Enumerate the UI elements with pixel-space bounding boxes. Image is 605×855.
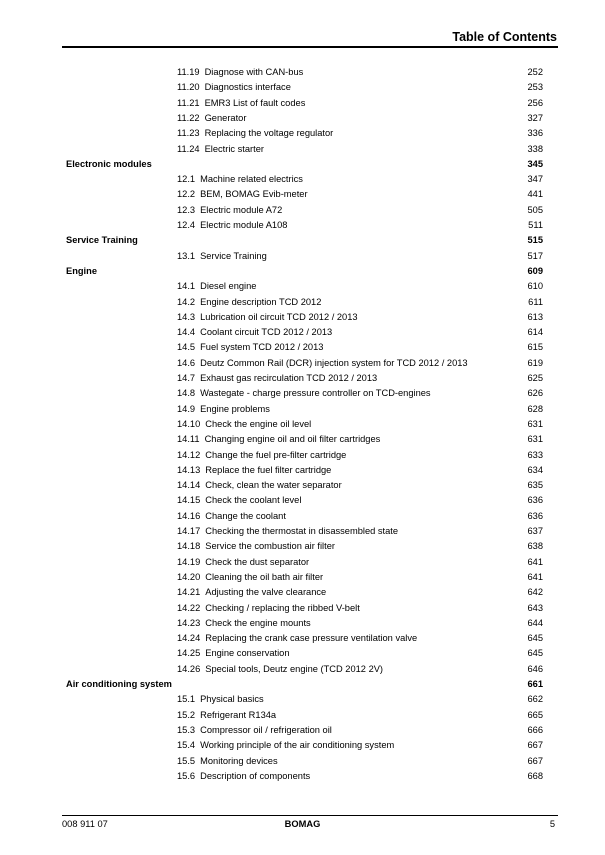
toc-entry-number: 14.22 bbox=[177, 602, 201, 613]
toc-page-number: 613 bbox=[527, 311, 543, 322]
toc-entry-title: Exhaust gas recirculation TCD 2012 / 2013 bbox=[200, 373, 378, 383]
toc-entry-number: 14.19 bbox=[177, 556, 201, 567]
toc-entry-number: 12.1 bbox=[177, 174, 196, 185]
toc-entry[interactable] bbox=[0, 218, 605, 233]
toc-entry-label bbox=[177, 692, 264, 707]
toc-page-number: 666 bbox=[527, 724, 543, 735]
toc-entry-title: Lubrication oil circuit TCD 2012 / 2013 bbox=[200, 311, 358, 322]
toc-entry[interactable] bbox=[0, 386, 605, 401]
toc-entry-label bbox=[177, 708, 276, 723]
toc-entry-title: Cleaning the oil bath air filter bbox=[205, 571, 324, 582]
toc-entry[interactable] bbox=[0, 340, 605, 355]
toc-entry-label bbox=[177, 402, 270, 417]
toc-entry-title: Change the fuel pre-filter cartridge bbox=[205, 449, 347, 460]
toc-entry-label bbox=[177, 570, 323, 585]
toc-entry[interactable] bbox=[0, 371, 605, 386]
toc-entry[interactable] bbox=[0, 65, 605, 80]
toc-entry-label bbox=[177, 463, 331, 478]
page-title: Table of Contents bbox=[452, 30, 557, 44]
toc-page-number: 661 bbox=[527, 679, 543, 689]
toc-entry[interactable] bbox=[0, 646, 605, 661]
toc-entry[interactable] bbox=[0, 463, 605, 478]
toc-entry[interactable] bbox=[0, 187, 605, 202]
toc-entry-number: 14.25 bbox=[177, 648, 201, 659]
toc-entry-title: Engine conservation bbox=[205, 648, 290, 659]
toc-entry-title: Check, clean the water separator bbox=[205, 480, 342, 491]
toc-entry-number: 14.15 bbox=[177, 495, 201, 506]
toc-page-number: 641 bbox=[527, 571, 543, 582]
toc-page-number: 631 bbox=[527, 418, 543, 429]
toc-entry[interactable] bbox=[0, 448, 605, 463]
toc-entry-title: Working principle of the air conditioning system bbox=[200, 740, 395, 751]
toc-page-number: 646 bbox=[527, 663, 543, 674]
toc-entry-number: 14.5 bbox=[177, 342, 196, 353]
toc-entry-number: 14.12 bbox=[177, 449, 201, 460]
toc-page-number: 515 bbox=[527, 235, 543, 246]
toc-entry-number: 14.18 bbox=[177, 541, 201, 552]
toc-entry-number: 14.21 bbox=[177, 587, 201, 598]
toc-entry-title: Service Training bbox=[200, 250, 267, 261]
toc-page-number: 638 bbox=[527, 541, 543, 552]
toc-page-number: 667 bbox=[527, 755, 543, 766]
footer-brand: BOMAG bbox=[284, 819, 321, 829]
toc-entry-title: Fuel system TCD 2012 / 2013 bbox=[200, 342, 324, 353]
toc-entry[interactable] bbox=[0, 111, 605, 126]
header-rule bbox=[62, 46, 558, 48]
toc-entry-title: Service the combustion air filter bbox=[205, 541, 335, 552]
toc-page-number: 642 bbox=[527, 587, 543, 598]
toc-entry-number: 11.24 bbox=[177, 143, 200, 154]
toc-entry-label bbox=[177, 310, 358, 325]
toc-entry-title: Physical basics bbox=[200, 694, 264, 705]
toc-page-number: 665 bbox=[527, 709, 543, 720]
toc-section[interactable] bbox=[0, 157, 605, 172]
toc-entry-label bbox=[177, 585, 326, 600]
toc-entry[interactable] bbox=[0, 96, 605, 111]
toc-entry[interactable] bbox=[0, 310, 605, 325]
toc-page-number: 645 bbox=[527, 633, 543, 644]
toc-entry-number: 14.4 bbox=[177, 327, 196, 338]
toc-page-number: 645 bbox=[527, 648, 543, 659]
toc-entry[interactable] bbox=[0, 126, 605, 141]
toc-entry-label: Service Training bbox=[66, 235, 138, 246]
toc-entry-title: Adjusting the valve clearance bbox=[205, 587, 327, 598]
toc-entry[interactable] bbox=[0, 80, 605, 95]
toc-page-number: 614 bbox=[527, 327, 543, 338]
toc-entry-number: 14.20 bbox=[177, 571, 201, 582]
toc-entry-number: 11.22 bbox=[177, 112, 200, 123]
toc-entry-title: Diagnostics interface bbox=[204, 82, 291, 93]
toc-entry[interactable] bbox=[0, 142, 605, 157]
toc-entry-number: 14.7 bbox=[177, 373, 196, 383]
toc-page-number: 636 bbox=[527, 510, 543, 521]
footer-page-number: 5 bbox=[549, 819, 555, 829]
footer-document-number: 008 911 07 bbox=[62, 819, 108, 829]
toc-entry-number: 11.21 bbox=[177, 97, 200, 108]
toc-page-number: 505 bbox=[527, 204, 543, 215]
toc-entry-number: 12.3 bbox=[177, 204, 196, 215]
toc-entry-number: 12.4 bbox=[177, 220, 196, 230]
toc-page-number: 256 bbox=[527, 97, 543, 108]
toc-page-number: 637 bbox=[527, 526, 543, 536]
toc-entry-label bbox=[177, 96, 305, 111]
toc-entry-label bbox=[177, 738, 394, 753]
toc-entry-title: Engine problems bbox=[200, 403, 270, 414]
toc-entry-title: Deutz Common Rail (DCR) injection system for TCD 2012 / 2013 bbox=[200, 357, 468, 368]
toc-entry-number: 14.2 bbox=[177, 296, 196, 307]
toc-entry-number: 14.9 bbox=[177, 403, 196, 414]
toc-entry-number: 15.6 bbox=[177, 770, 196, 781]
toc-entry-title: Replacing the crank case pressure ventilation valve bbox=[205, 633, 418, 644]
toc-entry-title: Change the coolant bbox=[205, 510, 286, 521]
toc-entry-label: Air conditioning system bbox=[66, 679, 172, 689]
toc-entry-title: BEM, BOMAG Evib-meter bbox=[200, 189, 308, 200]
toc-section[interactable] bbox=[0, 264, 605, 279]
toc-entry[interactable] bbox=[0, 570, 605, 585]
toc-entry-number: 14.8 bbox=[177, 388, 196, 399]
toc-page-number: 636 bbox=[527, 495, 543, 506]
toc-entry[interactable] bbox=[0, 249, 605, 264]
toc-page-number: 511 bbox=[528, 220, 543, 230]
toc-entry-title: Refrigerant R134a bbox=[200, 709, 277, 720]
toc-entry-number: 14.14 bbox=[177, 480, 201, 491]
toc-entry-title: Electric module A108 bbox=[200, 220, 288, 230]
toc-entry-number: 13.1 bbox=[177, 250, 196, 261]
toc-entry-label bbox=[177, 279, 256, 294]
toc-entry-label bbox=[177, 218, 287, 233]
toc-page-number: 662 bbox=[527, 694, 543, 705]
toc-entry[interactable] bbox=[0, 493, 605, 508]
toc-entry-number: 12.2 bbox=[177, 189, 196, 200]
toc-page-number: 641 bbox=[527, 556, 543, 567]
toc-entry[interactable] bbox=[0, 478, 605, 493]
toc-entry-label: Electronic modules bbox=[66, 158, 152, 169]
toc-entry-title: Diesel engine bbox=[200, 281, 257, 292]
toc-entry-label bbox=[177, 325, 332, 340]
toc-entry-label bbox=[177, 126, 333, 141]
toc-entry[interactable] bbox=[0, 769, 605, 784]
toc-entry-title: Check the engine mounts bbox=[205, 617, 311, 628]
toc-page-number: 628 bbox=[527, 403, 543, 414]
toc-entry-label bbox=[177, 417, 311, 432]
toc-page-number: 631 bbox=[527, 434, 543, 445]
toc-entry-label bbox=[177, 631, 417, 646]
toc-page-number: 610 bbox=[527, 281, 543, 292]
toc-entry[interactable] bbox=[0, 555, 605, 570]
toc-entry-number: 14.23 bbox=[177, 617, 201, 628]
toc-page-number: 626 bbox=[527, 388, 543, 399]
toc-entry-number: 15.5 bbox=[177, 755, 196, 766]
toc-entry-label bbox=[177, 295, 321, 310]
toc-entry-label bbox=[177, 172, 303, 187]
toc-page-number: 347 bbox=[527, 174, 543, 185]
toc-entry-number: 14.11 bbox=[177, 434, 200, 445]
toc-entry-title: Checking the thermostat in disassembled state bbox=[205, 526, 399, 536]
toc-entry-label bbox=[177, 386, 431, 401]
toc-entry-title: Engine description TCD 2012 bbox=[200, 296, 322, 307]
toc-entry-label bbox=[177, 478, 342, 493]
toc-page-number: 633 bbox=[527, 449, 543, 460]
toc-entry-number: 11.23 bbox=[177, 128, 200, 139]
toc-entry-title: Changing engine oil and oil filter cartridges bbox=[204, 434, 381, 445]
toc-entry-number: 14.24 bbox=[177, 633, 201, 644]
toc-entry-label bbox=[177, 203, 282, 218]
toc-entry-title: Coolant circuit TCD 2012 / 2013 bbox=[200, 327, 333, 338]
toc-section[interactable] bbox=[0, 677, 605, 692]
toc-entry[interactable] bbox=[0, 325, 605, 340]
toc-entry-number: 14.3 bbox=[177, 311, 196, 322]
toc-entry[interactable] bbox=[0, 356, 605, 371]
toc-entry-label bbox=[177, 754, 278, 769]
toc-entry-title: Compressor oil / refrigeration oil bbox=[200, 724, 332, 735]
toc-page-number: 441 bbox=[527, 189, 543, 200]
toc-entry-label bbox=[177, 187, 308, 202]
toc-entry-title: Check the dust separator bbox=[205, 556, 310, 567]
toc-entry-label bbox=[177, 80, 291, 95]
toc-entry-label: Engine bbox=[66, 265, 97, 276]
toc-entry-label bbox=[177, 448, 346, 463]
toc-entry[interactable] bbox=[0, 738, 605, 753]
toc-entry[interactable] bbox=[0, 203, 605, 218]
toc-entry-title: Replace the fuel filter cartridge bbox=[205, 464, 332, 475]
toc-page-number: 336 bbox=[527, 128, 543, 139]
toc-entry-title: Description of components bbox=[200, 770, 311, 781]
toc-entry-label bbox=[177, 646, 290, 661]
toc-entry[interactable] bbox=[0, 539, 605, 554]
toc-entry-label bbox=[177, 340, 323, 355]
toc-entry-title: Wastegate - charge pressure controller on TCD-engines bbox=[200, 388, 431, 399]
toc-entry-label bbox=[177, 356, 468, 371]
toc-entry-number: 14.6 bbox=[177, 357, 196, 368]
toc-entry-number: 14.13 bbox=[177, 464, 201, 475]
toc-entry-title: Special tools, Deutz engine (TCD 2012 2V) bbox=[205, 663, 384, 674]
toc-entry-label bbox=[177, 249, 267, 264]
toc-page-number: 338 bbox=[527, 143, 543, 154]
toc-entry-label bbox=[177, 616, 311, 631]
toc-entry-label bbox=[177, 65, 303, 80]
toc-entry-title: Checking / replacing the ribbed V-belt bbox=[205, 602, 360, 613]
toc-page-number: 643 bbox=[527, 602, 543, 613]
toc-entry-number: 15.1 bbox=[177, 694, 196, 705]
toc-entry[interactable] bbox=[0, 708, 605, 723]
toc-entry[interactable] bbox=[0, 616, 605, 631]
toc-entry[interactable] bbox=[0, 723, 605, 738]
toc-entry[interactable] bbox=[0, 754, 605, 769]
toc-page-number: 619 bbox=[527, 357, 543, 368]
toc-entry[interactable] bbox=[0, 402, 605, 417]
toc-entry[interactable] bbox=[0, 432, 605, 447]
toc-entry-title: Electric starter bbox=[204, 143, 264, 154]
toc-entry-label bbox=[177, 769, 310, 784]
toc-entry[interactable] bbox=[0, 585, 605, 600]
toc-page-number: 609 bbox=[527, 265, 543, 276]
toc-entry-title: Electric module A72 bbox=[200, 204, 283, 215]
toc-entry-number: 15.3 bbox=[177, 724, 196, 735]
toc-entry-label bbox=[177, 723, 332, 738]
toc-page-number: 345 bbox=[527, 158, 543, 169]
toc-entry[interactable] bbox=[0, 417, 605, 432]
toc-entry-title: EMR3 List of fault codes bbox=[204, 97, 306, 108]
toc-entry[interactable] bbox=[0, 509, 605, 524]
toc-entry-label bbox=[177, 493, 301, 508]
toc-entry-number: 14.16 bbox=[177, 510, 201, 521]
toc-page-number: 667 bbox=[527, 740, 543, 751]
toc-entry-number: 15.4 bbox=[177, 740, 196, 751]
toc-page-number: 634 bbox=[527, 464, 543, 475]
toc-entry[interactable] bbox=[0, 524, 605, 539]
toc-page-number: 625 bbox=[527, 373, 543, 383]
toc-entry-label bbox=[177, 539, 335, 554]
toc-entry-number: 15.2 bbox=[177, 709, 196, 720]
toc-entry-label bbox=[177, 601, 360, 616]
toc-entry-title: Check the coolant level bbox=[205, 495, 302, 506]
toc-entry-label bbox=[177, 111, 246, 126]
toc-entry[interactable] bbox=[0, 279, 605, 294]
toc-entry-label bbox=[177, 662, 383, 677]
toc-page-number: 615 bbox=[527, 342, 543, 353]
toc-entry-number: 14.26 bbox=[177, 663, 201, 674]
toc-page-number: 517 bbox=[527, 250, 543, 261]
toc-page-number: 644 bbox=[527, 617, 543, 628]
footer-rule bbox=[62, 815, 558, 816]
toc-entry-title: Replacing the voltage regulator bbox=[204, 128, 334, 139]
toc-entry[interactable] bbox=[0, 601, 605, 616]
toc-entry[interactable] bbox=[0, 692, 605, 707]
toc-entry-title: Diagnose with CAN-bus bbox=[204, 67, 304, 77]
toc-entry-title: Generator bbox=[204, 112, 247, 123]
toc-entry[interactable] bbox=[0, 631, 605, 646]
toc-entry-number: 14.1 bbox=[177, 281, 196, 292]
toc-section[interactable] bbox=[0, 233, 605, 248]
toc-page-number: 635 bbox=[527, 480, 543, 491]
toc-entry-number: 14.17 bbox=[177, 526, 201, 536]
toc-entry[interactable] bbox=[0, 662, 605, 677]
toc-page-number: 252 bbox=[527, 67, 543, 77]
toc-entry-title: Check the engine oil level bbox=[205, 418, 312, 429]
toc-entry-label bbox=[177, 142, 264, 157]
toc-page-number: 253 bbox=[527, 82, 543, 93]
toc-entry-label bbox=[177, 524, 398, 539]
toc-entry-number: 14.10 bbox=[177, 418, 201, 429]
toc-entry-title: Machine related electrics bbox=[200, 174, 303, 185]
toc-page-number: 611 bbox=[528, 296, 543, 307]
toc-entry[interactable] bbox=[0, 295, 605, 310]
toc-entry-number: 11.20 bbox=[177, 82, 200, 93]
toc-entry-label bbox=[177, 432, 380, 447]
toc-entry-title: Monitoring devices bbox=[200, 755, 278, 766]
toc-entry[interactable] bbox=[0, 172, 605, 187]
toc-page-number: 327 bbox=[527, 112, 543, 123]
toc-entry-number: 11.19 bbox=[177, 67, 200, 77]
toc-entry-label bbox=[177, 509, 286, 524]
toc-page-number: 668 bbox=[527, 770, 543, 781]
toc-entry-label bbox=[177, 555, 309, 570]
toc-entry-label bbox=[177, 371, 377, 386]
